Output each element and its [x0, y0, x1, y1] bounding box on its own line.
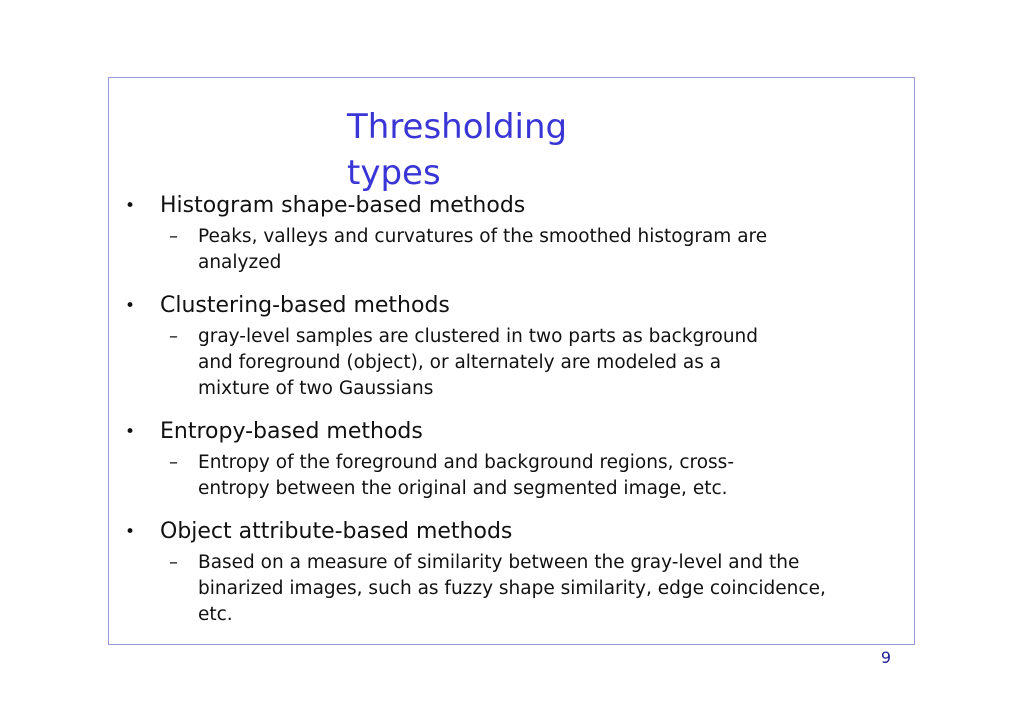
page-number: 9	[880, 648, 891, 667]
bullet-text: Object attribute-based methods	[160, 519, 513, 544]
sub-text: Peaks, valleys and curvatures of the smoothed histogram are analyzed	[198, 226, 768, 273]
bullet-item-object-attribute	[122, 516, 892, 628]
slide-title: Thresholding types	[347, 107, 568, 193]
sub-text: gray-level samples are clustered in two parts as background and foreground (object), or alternately are modeled as a mixture of two Gaussians	[198, 326, 759, 399]
dash-icon: –	[169, 226, 178, 247]
dash-icon: –	[169, 552, 178, 573]
dash-icon: –	[169, 326, 178, 347]
sub-text: Based on a measure of similarity between the gray-level and the binarized images, such as fuzzy shape similarity, edge coincidence, etc.	[198, 552, 826, 625]
sub-item	[160, 224, 892, 276]
bullet-text: Entropy-based methods	[160, 419, 423, 444]
bullet-text: Clustering-based methods	[160, 293, 450, 318]
bullet-item-clustering	[122, 290, 892, 402]
bullet-dot-icon: •	[125, 422, 136, 442]
dash-icon: –	[169, 452, 178, 473]
bullet-dot-icon: •	[125, 196, 136, 216]
bullet-dot-icon: •	[125, 522, 136, 542]
sub-item	[160, 550, 892, 628]
bullet-item-entropy	[122, 416, 892, 502]
bullet-dot-icon: •	[125, 296, 136, 316]
sub-item	[160, 450, 892, 502]
bullet-list	[122, 190, 892, 642]
sub-item	[160, 324, 892, 402]
bullet-item-histogram	[122, 190, 892, 276]
bullet-text: Histogram shape-based methods	[160, 193, 526, 218]
sub-text: Entropy of the foreground and background regions, cross- entropy between the original and segmented image, etc.	[198, 452, 734, 499]
